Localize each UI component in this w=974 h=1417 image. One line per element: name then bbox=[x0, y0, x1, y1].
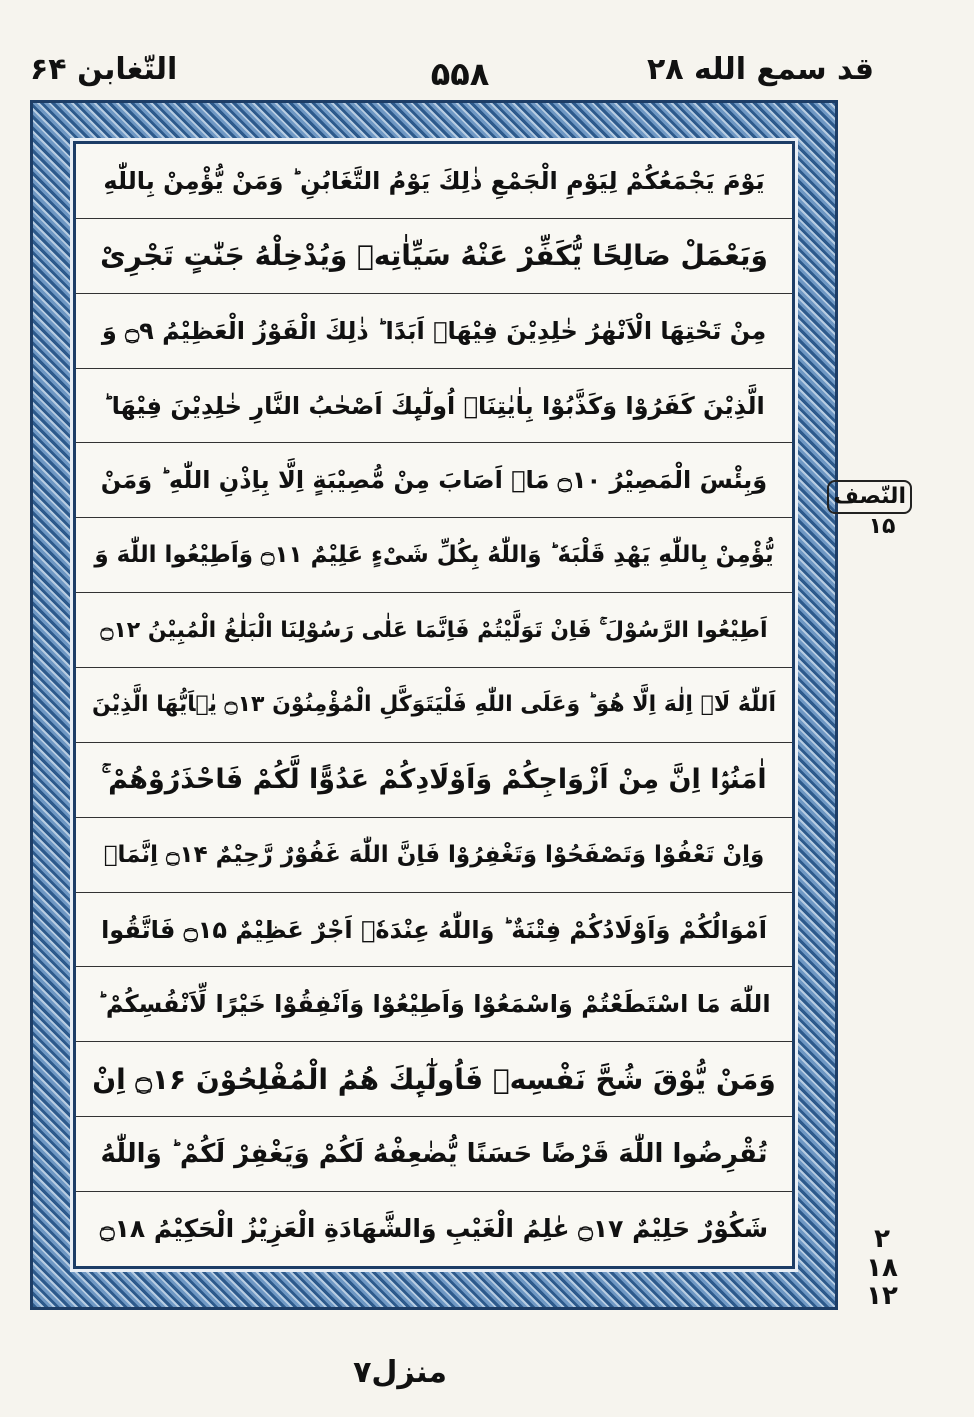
ruku-margin-marker bbox=[833, 480, 912, 541]
manzil-footer: منزل۷ bbox=[353, 1355, 447, 1390]
bottom-numbers: ۱۸ ۱۲ bbox=[866, 1252, 898, 1312]
page-number: ۵۵۸ bbox=[430, 55, 490, 93]
verse-line-10: وَاِنْ تَعْفُوْا وَتَصْفَحُوْا وَتَغْفِرُوْا فَاِنَّ اللّٰهَ غَفُوْرٌ رَّحِیْمٌ ۝۱۴ اِنَّمَاۤ bbox=[76, 818, 792, 893]
verse-line-1: یَوْمَ یَجْمَعُكُمْ لِیَوْمِ الْجَمْعِ ذٰلِكَ یَوْمُ التَّغَابُنِ ؕ وَمَنْ یُّؤْمِنْ بِاللّٰهِ bbox=[76, 144, 792, 219]
text-panel bbox=[73, 141, 795, 1269]
ruku-number: ۱۵ bbox=[868, 514, 896, 540]
bottom-margin-marker bbox=[852, 1225, 912, 1311]
juz-label: قد سمع الله ۲۸ bbox=[646, 52, 874, 87]
verse-lines bbox=[76, 144, 792, 1266]
verse-line-7: اَطِیْعُوا الرَّسُوْلَ ۚ فَاِنْ تَوَلَّیْتُمْ فَاِنَّمَا عَلٰى رَسُوْلِنَا الْبَلٰغُ الْمُبِیْنُ ۝۱۲ bbox=[76, 593, 792, 668]
verse-line-11: اَمْوَالُكُمْ وَاَوْلَادُكُمْ فِتْنَةٌ ؕ وَاللّٰهُ عِنْدَهٗۤ اَجْرٌ عَظِیْمٌ ۝۱۵ فَاتَّقُوا bbox=[76, 893, 792, 968]
verse-line-9: اٰمَنُوْۤا اِنَّ مِنْ اَزْوَاجِكُمْ وَاَوْلَادِكُمْ عَدُوًّا لَّكُمْ فَاحْذَرُوْهُمْ ۚ bbox=[76, 743, 792, 818]
verse-line-12: اللّٰهَ مَا اسْتَطَعْتُمْ وَاسْمَعُوْا وَاَطِیْعُوْا وَاَنْفِقُوْا خَیْرًا لِّاَنْفُسِكُمْ ؕ bbox=[76, 967, 792, 1042]
surah-label: التّغابن ۶۴ bbox=[30, 52, 178, 87]
ruku-label: النّصف bbox=[827, 480, 912, 514]
bottom-marker: ۲ bbox=[874, 1224, 890, 1254]
verse-line-5: وَبِئْسَ الْمَصِیْرُ ۝۱۰ مَاۤ اَصَابَ مِنْ مُّصِیْبَةٍ اِلَّا بِاِذْنِ اللّٰهِ ؕ وَمَنْ bbox=[76, 443, 792, 518]
verse-line-13: وَمَنْ یُّوْقَ شُحَّ نَفْسِهٖ فَاُولٰٓىِٕكَ هُمُ الْمُفْلِحُوْنَ ۝۱۶ اِنْ bbox=[76, 1042, 792, 1117]
verse-line-2: وَیَعْمَلْ صَالِحًا یُّكَفِّرْ عَنْهُ سَیِّاٰتِهٖ وَیُدْخِلْهُ جَنّٰتٍ تَجْرِیْ bbox=[76, 219, 792, 294]
verse-line-14: تُقْرِضُوا اللّٰهَ قَرْضًا حَسَنًا یُّضٰعِفْهُ لَكُمْ وَیَغْفِرْ لَكُمْ ؕ وَاللّٰهُ bbox=[76, 1117, 792, 1192]
ornamental-border bbox=[30, 100, 838, 1310]
verse-line-4: الَّذِیْنَ كَفَرُوْا وَكَذَّبُوْا بِاٰیٰتِنَاۤ اُولٰٓىِٕكَ اَصْحٰبُ النَّارِ خٰلِدِیْنَ فِیْهَا ؕ bbox=[76, 369, 792, 444]
verse-line-15: شَكُوْرٌ حَلِیْمٌ ۝۱۷ عٰلِمُ الْغَیْبِ وَالشَّهَادَةِ الْعَزِیْزُ الْحَكِیْمُ ۝۱۸ bbox=[99, 1214, 769, 1244]
verse-line-3: مِنْ تَحْتِهَا الْاَنْهٰرُ خٰلِدِیْنَ فِیْهَاۤ اَبَدًا ؕ ذٰلِكَ الْفَوْزُ الْعَظِیْمُ ۝۹ وَ bbox=[76, 294, 792, 369]
verse-line-6: یُّؤْمِنْ بِاللّٰهِ یَهْدِ قَلْبَهٗ ؕ وَاللّٰهُ بِكُلِّ شَیْءٍ عَلِیْمٌ ۝۱۱ وَاَطِیْعُوا اللّٰهَ وَ bbox=[76, 518, 792, 593]
verse-line-8: اَللّٰهُ لَاۤ اِلٰهَ اِلَّا هُوَ ؕ وَعَلَى اللّٰهِ فَلْیَتَوَكَّلِ الْمُؤْمِنُوْنَ ۝۱۳ یٰۤاَیُّهَا الَّذِیْنَ bbox=[76, 668, 792, 743]
page-header bbox=[0, 0, 974, 100]
